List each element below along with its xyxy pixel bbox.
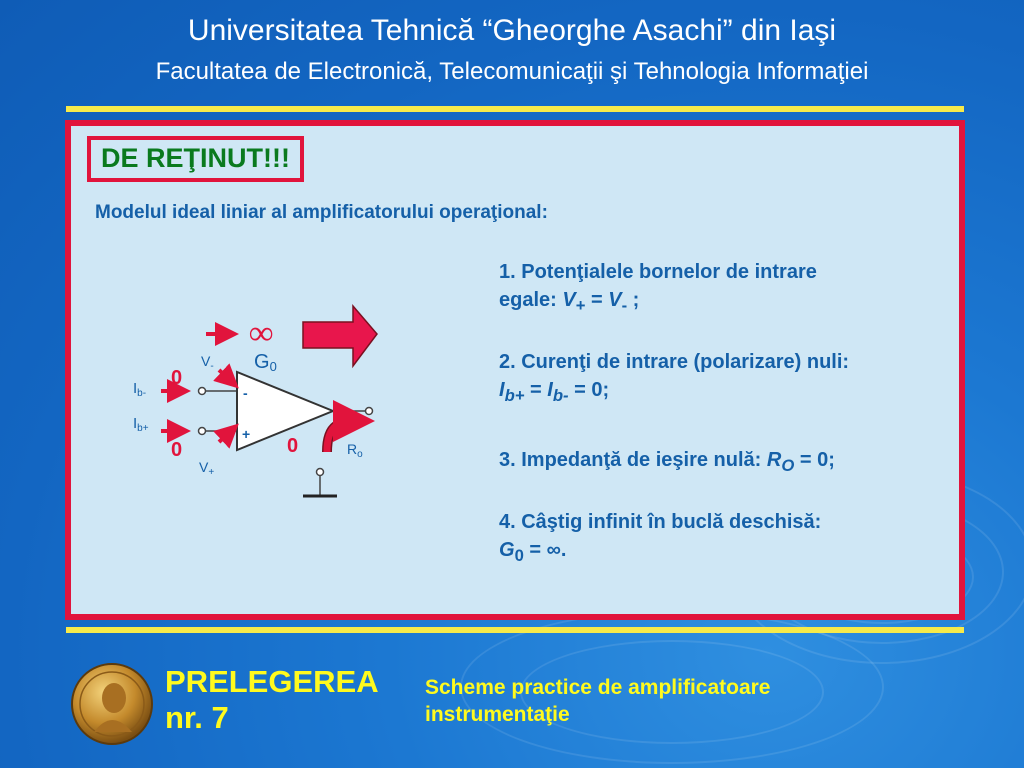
inverting-input-terminal [199, 388, 206, 395]
minus-sign: - [243, 385, 248, 401]
plus-sign: + [242, 426, 251, 442]
zero-top-label: 0 [171, 367, 183, 389]
zero-bottom-label: 0 [171, 439, 183, 461]
medal-logo [70, 662, 154, 746]
rule-3: 3. Impedanţă de ieşire nulă: $R_O = 0$; [499, 449, 835, 475]
panel-title: DE REŢINUT!!! [101, 143, 290, 173]
lecture-number: PRELEGEREA nr. 7 [165, 664, 379, 735]
rule-4: 4. Câştig infinit în buclă deschisă: $G_0$ = ∞. [499, 511, 822, 565]
ib-plus-label: $I_{b+}$ [133, 415, 149, 434]
university-title: Universitatea Tehnică “Gheorghe Asachi” din Iaşi [187, 14, 837, 47]
noninverting-input-terminal [199, 428, 206, 435]
faculty-title: Facultatea de Electronică, Telecomunicaţii şi Tehnologia Informaţiei [155, 58, 869, 85]
opamp-triangle [237, 372, 333, 450]
v-plus-label: $V_+$ [199, 459, 215, 478]
lecture-topic: Scheme practice de amplificatoare instrumentaţie [425, 676, 771, 726]
ground-terminal [317, 469, 324, 476]
panel-subtitle: Modelul ideal liniar al amplificatorului operaţional: [95, 202, 548, 223]
r-out-label: $R_o$ [347, 441, 363, 460]
zero-output-label: 0 [287, 435, 299, 457]
opamp-diagram [71, 126, 491, 546]
big-red-arrow [303, 306, 377, 366]
content-panel [65, 120, 965, 620]
rule-1: 1. Potenţialele bornelor de intrare egale: $V_+ = V_-$ ; [499, 261, 817, 315]
v-minus-arrow [219, 370, 233, 383]
output-terminal [366, 408, 373, 415]
top-divider [66, 106, 964, 112]
rule-2: 2. Curenţi de intrare (polarizare) nuli: $I_{b+} = I_{b-} = 0$; [499, 351, 850, 405]
infinity-symbol: ∞ [249, 315, 274, 352]
ib-minus-label: $I_{b-}$ [133, 380, 147, 399]
gain-label: G0 [254, 351, 277, 374]
bottom-divider [66, 627, 964, 633]
v-minus-label: $V_-$ [201, 353, 214, 372]
